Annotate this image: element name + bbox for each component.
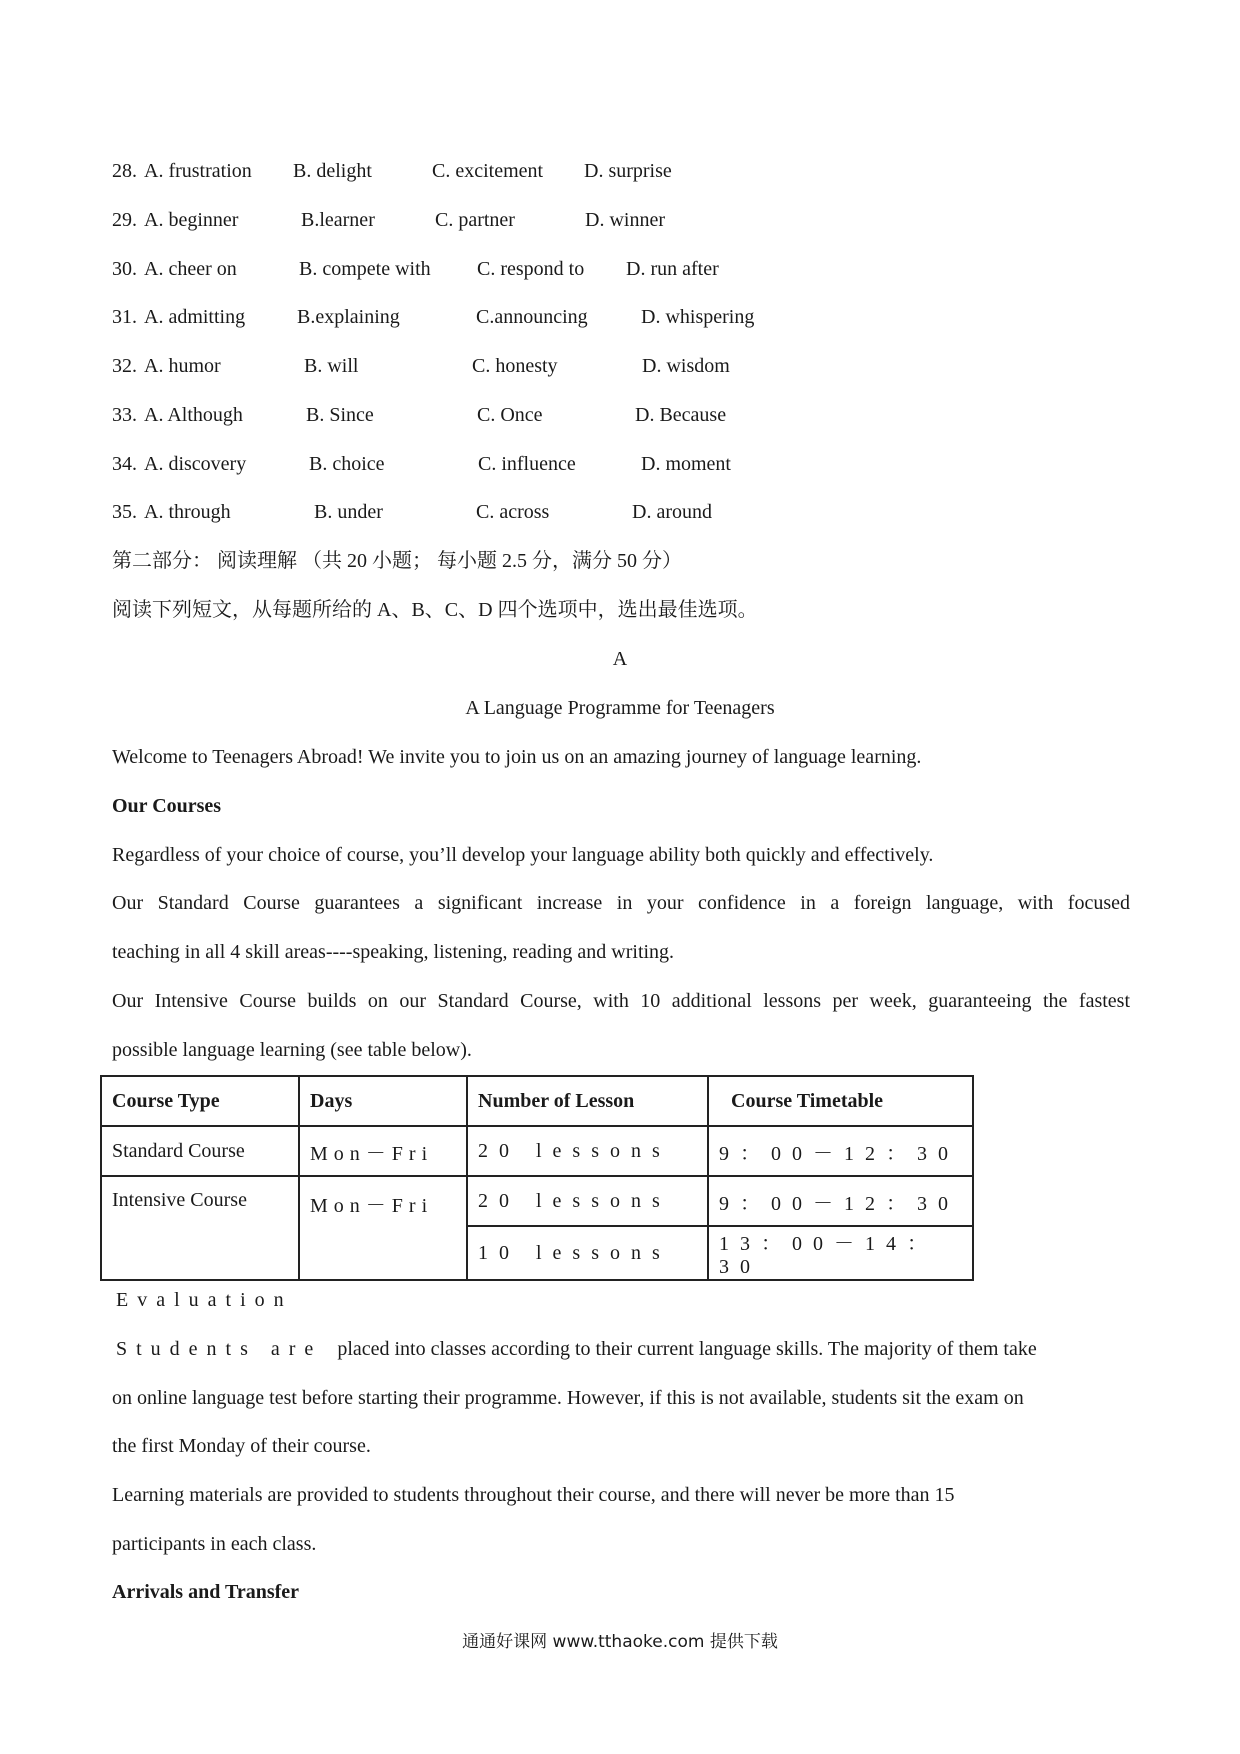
option-b: B. Since: [306, 404, 374, 426]
passage-title: A Language Programme for Teenagers: [465, 697, 775, 719]
option-c: C. honesty: [472, 355, 558, 377]
question-number: 34.: [112, 453, 137, 475]
question-number: 30.: [112, 258, 137, 280]
question-number: 32.: [112, 355, 137, 377]
arrivals-heading: Arrivals and Transfer: [112, 1581, 300, 1603]
question-number: 28.: [112, 160, 137, 182]
option-a: A. beginner: [144, 209, 239, 231]
cell-timetable: 9：00－12：30: [708, 1126, 973, 1176]
cell-timetable: 13：00－14：30: [708, 1226, 973, 1280]
cell-lessons: 20 lessons: [467, 1126, 708, 1176]
option-a: A. discovery: [144, 453, 247, 475]
courses-paragraph-3b: possible language learning (see table below).: [112, 1039, 472, 1061]
header-course-type: Course Type: [101, 1076, 299, 1126]
option-a: A. admitting: [144, 306, 246, 328]
evaluation-paragraph-1c: the first Monday of their course.: [112, 1435, 371, 1457]
table-row: [101, 1126, 973, 1176]
passage-intro: Welcome to Teenagers Abroad! We invite you to join us on an amazing journey of language learning.: [112, 746, 922, 768]
option-b: B. delight: [293, 160, 372, 182]
header-number-of-lesson: Number of Lesson: [467, 1076, 708, 1126]
option-a: A. through: [144, 501, 231, 523]
question-number: 31.: [112, 306, 137, 328]
option-a: A. frustration: [144, 160, 252, 182]
option-d: D. run after: [626, 258, 719, 280]
option-d: D. wisdom: [642, 355, 730, 377]
table-row: [101, 1176, 973, 1226]
cell-lessons: 20 lessons: [467, 1176, 708, 1226]
question-number: 35.: [112, 501, 137, 523]
cell-days: Mon－Fri: [299, 1126, 467, 1176]
evaluation-paragraph-1a: [112, 1336, 1130, 1362]
option-d: D. around: [632, 501, 712, 523]
evaluation-paragraph-2b: participants in each class.: [112, 1533, 317, 1555]
courses-paragraph-2a: Our Standard Course guarantees a significant increase in your confidence in a foreign language, with focused: [112, 892, 1130, 914]
header-course-timetable: Course Timetable: [708, 1076, 973, 1126]
option-d: D. winner: [585, 209, 665, 231]
courses-paragraph-3a: Our Intensive Course builds on our Standard Course, with 10 additional lessons per week, guaranteeing the fastest: [112, 990, 1130, 1012]
evaluation-heading: Evaluation: [116, 1289, 293, 1311]
option-c: C.announcing: [476, 306, 588, 328]
cell-course-type: Standard Course: [101, 1126, 299, 1176]
courses-heading: Our Courses: [112, 795, 222, 817]
cell-course-type: Intensive Course: [101, 1176, 299, 1280]
question-number: 33.: [112, 404, 137, 426]
option-a: A. Although: [144, 404, 243, 426]
course-table: [100, 1075, 974, 1281]
option-c: C. Once: [477, 404, 543, 426]
option-b: B. will: [304, 355, 359, 377]
option-c: C. respond to: [477, 258, 585, 280]
option-a: A. humor: [144, 355, 221, 377]
option-b: B. compete with: [299, 258, 431, 280]
section-instruction: 阅读下列短文，从每题所给的 A、B、C、D 四个选项中，选出最佳选项。: [112, 599, 758, 621]
option-b: B.explaining: [297, 306, 400, 328]
cell-timetable: 9：00－12：30: [708, 1176, 973, 1226]
question-number: 29.: [112, 209, 137, 231]
option-c: C. partner: [435, 209, 515, 231]
table-header-row: [101, 1076, 973, 1126]
option-d: D. Because: [635, 404, 727, 426]
option-a: A. cheer on: [144, 258, 237, 280]
courses-paragraph-1: Regardless of your choice of course, you’ll develop your language ability both quickly and effectively.: [112, 844, 934, 866]
courses-paragraph-2b: teaching in all 4 skill areas----speaking, listening, reading and writing.: [112, 941, 675, 963]
evaluation-lead: Students are: [116, 1338, 323, 1360]
option-b: B. under: [314, 501, 383, 523]
option-c: C. influence: [478, 453, 576, 475]
header-days: Days: [299, 1076, 467, 1126]
cell-days: Mon－Fri: [299, 1176, 467, 1280]
page-footer: 通通好课网 www.tthaoke.com 提供下载: [462, 1632, 778, 1652]
section-heading: 第二部分： 阅读理解 （共 20 小题； 每小题 2.5 分，满分 50 分）: [112, 550, 682, 572]
option-b: B.learner: [301, 209, 375, 231]
option-d: D. surprise: [584, 160, 672, 182]
option-b: B. choice: [309, 453, 385, 475]
option-d: D. whispering: [641, 306, 755, 328]
passage-letter: A: [612, 648, 628, 670]
evaluation-paragraph-2a: Learning materials are provided to students throughout their course, and there will never be more than 15: [112, 1484, 955, 1506]
option-c: C. excitement: [432, 160, 544, 182]
option-c: C. across: [476, 501, 550, 523]
evaluation-paragraph-1b: on online language test before starting their programme. However, if this is not available, students sit the exam on: [112, 1387, 1024, 1409]
evaluation-text: placed into classes according to their current language skills. The majority of them take: [337, 1338, 1037, 1360]
cell-lessons: 10 lessons: [467, 1226, 708, 1280]
option-d: D. moment: [641, 453, 731, 475]
